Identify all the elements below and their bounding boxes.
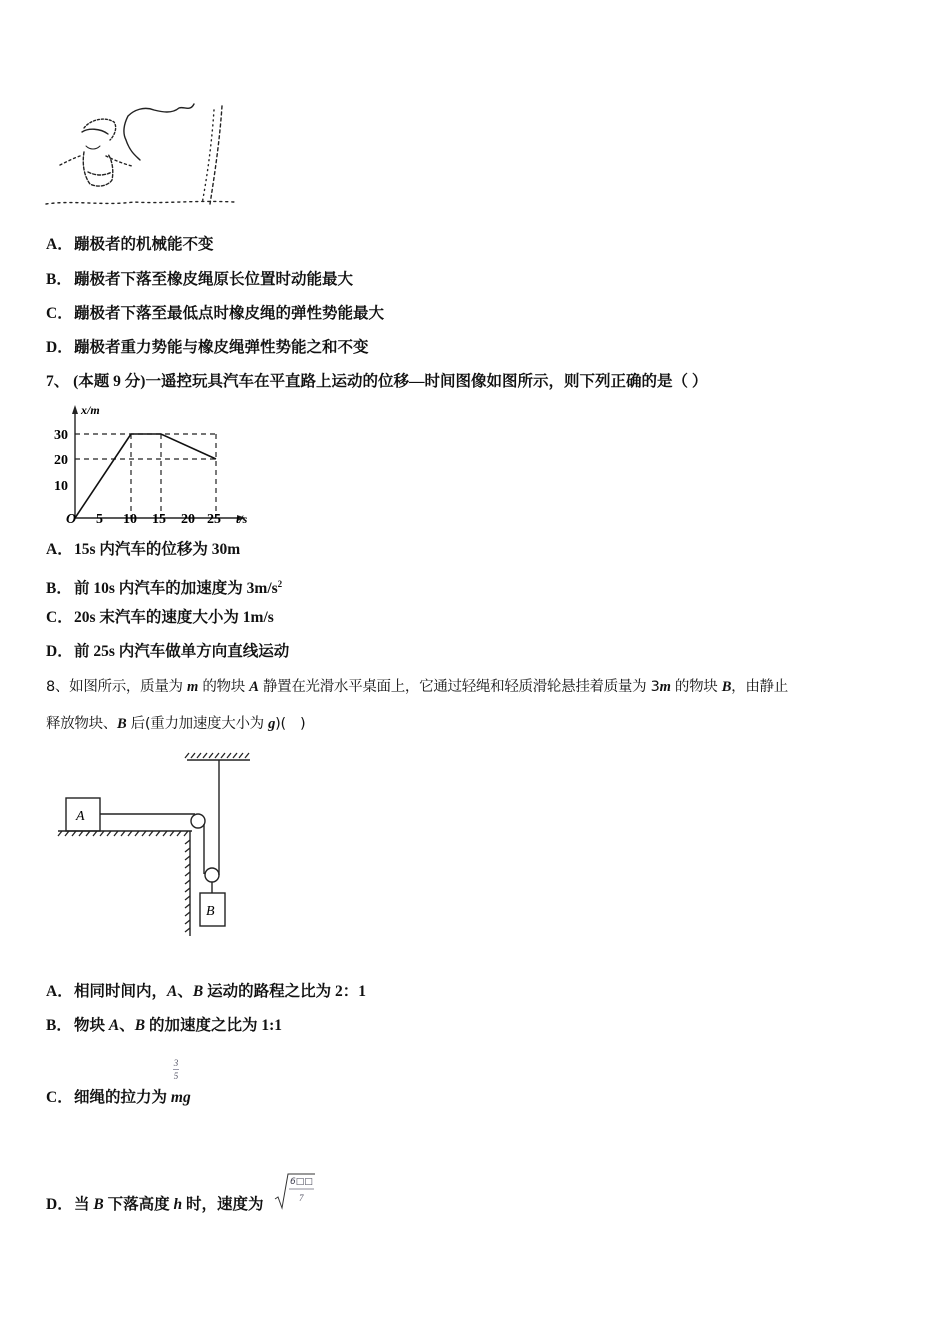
var-a: A [108, 1017, 120, 1034]
origin-label: O [66, 512, 77, 527]
option-letter: A． [46, 236, 73, 253]
q6-option-c [46, 304, 384, 324]
option-letter: B． [46, 271, 72, 288]
y-tick-30: 30 [54, 428, 68, 443]
var-g: g [268, 716, 276, 732]
pulley-diagram [52, 748, 267, 943]
fraction-numerator: 3 [173, 1058, 179, 1068]
var-h: h [173, 1196, 183, 1213]
option-text: 蹦极者的机械能不变 [74, 236, 214, 253]
xt-data-line [75, 434, 216, 518]
option-text: 蹦极者下落至橡皮绳原长位置时动能最大 [74, 271, 354, 288]
sqrt-expression [274, 1172, 316, 1212]
stem-text: 释放物块、 [46, 716, 117, 732]
var-b: B [721, 679, 732, 695]
option-text: 运动的路程之比为 2：1 [203, 983, 366, 1000]
var-b: B [192, 983, 204, 1000]
x-tick-5: 5 [96, 512, 103, 527]
option-text: 相同时间内， [74, 983, 168, 1000]
q6-option-a [46, 235, 214, 255]
stem-text: 后(重力加速度大小为 [126, 716, 269, 732]
x-tick-15: 15 [152, 512, 166, 527]
y-tick-10: 10 [54, 479, 68, 494]
sqrt-numerator: 6□□ [290, 1177, 313, 1187]
x-tick-10: 10 [123, 512, 137, 527]
q7-option-d [46, 642, 289, 662]
q7-option-a [46, 540, 240, 560]
option-text: 20s 末汽车的速度大小为 1m/s [74, 609, 274, 626]
fixed-pulley-icon [191, 814, 205, 828]
option-letter: C． [46, 1089, 73, 1106]
stem-text: ，由静止 [731, 679, 788, 695]
q8-option-b [46, 1016, 282, 1036]
option-text: 蹦极者下落至最低点时橡皮绳的弹性势能最大 [74, 305, 385, 322]
fraction-3-5 [173, 1058, 179, 1081]
movable-pulley-icon [205, 868, 219, 882]
xt-graph [50, 400, 260, 530]
option-text: 、 [119, 1017, 135, 1034]
option-letter: B． [46, 1017, 72, 1034]
option-text: 下落高度 [103, 1196, 174, 1213]
var-m: m [187, 679, 199, 695]
var-a: A [249, 679, 259, 695]
stem-text: 的物块 [670, 679, 722, 695]
q8-stem-line-1 [46, 677, 788, 697]
option-letter: D． [46, 339, 73, 356]
x-tick-20: 20 [181, 512, 195, 527]
var-mg: mg [170, 1089, 191, 1106]
y-tick-20: 20 [54, 453, 68, 468]
fraction-denominator: 5 [173, 1071, 179, 1081]
var-b: B [134, 1017, 146, 1034]
option-text: 前 10s 内汽车的加速度为 3m/s [74, 580, 278, 597]
block-b-label: B [206, 904, 215, 919]
option-text: 物块 [74, 1017, 109, 1034]
q6-option-d [46, 338, 369, 358]
q7-stem: 7、 (本题 9 分)一遥控玩具汽车在平直路上运动的位移—时间图像如图所示，则下列正确的是（ ） [46, 373, 708, 390]
x-tick-25: 25 [207, 512, 221, 527]
bungee-jumper-figure [44, 96, 239, 208]
option-letter: D． [46, 643, 73, 660]
option-text: 、 [177, 983, 193, 1000]
xt-graph-svg [50, 400, 260, 530]
q6-option-b [46, 270, 353, 290]
block-a-label: A [76, 809, 85, 824]
var-m: m [659, 679, 671, 695]
q8-option-d [46, 1195, 264, 1215]
option-letter: A． [46, 541, 73, 558]
sqrt-denominator: 7 [299, 1193, 304, 1203]
q8-option-c [46, 1088, 191, 1108]
option-text: 当 [74, 1196, 94, 1213]
pulley-diagram-svg [52, 748, 267, 943]
stem-text: 的物块 [198, 679, 250, 695]
q8-stem-line-2 [46, 714, 305, 734]
q7-option-b [46, 574, 282, 599]
option-text: 时，速度为 [182, 1196, 264, 1213]
option-text: 的加速度之比为 1:1 [145, 1017, 283, 1034]
option-text: 细绳的拉力为 [74, 1089, 171, 1106]
stem-text: 8、如图所示，质量为 [46, 679, 188, 695]
option-letter: A． [46, 983, 73, 1000]
y-axis-label: x/m [81, 403, 100, 417]
option-text: 15s 内汽车的位移为 30m [74, 541, 241, 558]
option-letter: C． [46, 609, 73, 626]
superscript: 2 [277, 579, 283, 589]
q7-option-c [46, 608, 274, 628]
var-a: A [167, 983, 178, 1000]
x-axis-label: t/s [236, 512, 248, 526]
stem-text: )( ) [275, 716, 306, 732]
stem-text: 静置在光滑水平桌面上，它通过轻绳和轻质滑轮悬挂着质量为 3 [258, 679, 660, 695]
q8-option-a [46, 982, 366, 1002]
option-letter: C． [46, 305, 73, 322]
y-axis-arrow-icon [72, 405, 78, 414]
var-b: B [93, 1196, 104, 1213]
fraction-bar [173, 1069, 179, 1070]
var-b: B [117, 716, 127, 732]
option-text: 蹦极者重力势能与橡皮绳弹性势能之和不变 [74, 339, 369, 356]
bungee-jumper-sketch-icon [44, 96, 239, 208]
option-text: 前 25s 内汽车做单方向直线运动 [74, 643, 290, 660]
option-letter: B． [46, 580, 72, 597]
option-letter: D． [46, 1196, 73, 1213]
